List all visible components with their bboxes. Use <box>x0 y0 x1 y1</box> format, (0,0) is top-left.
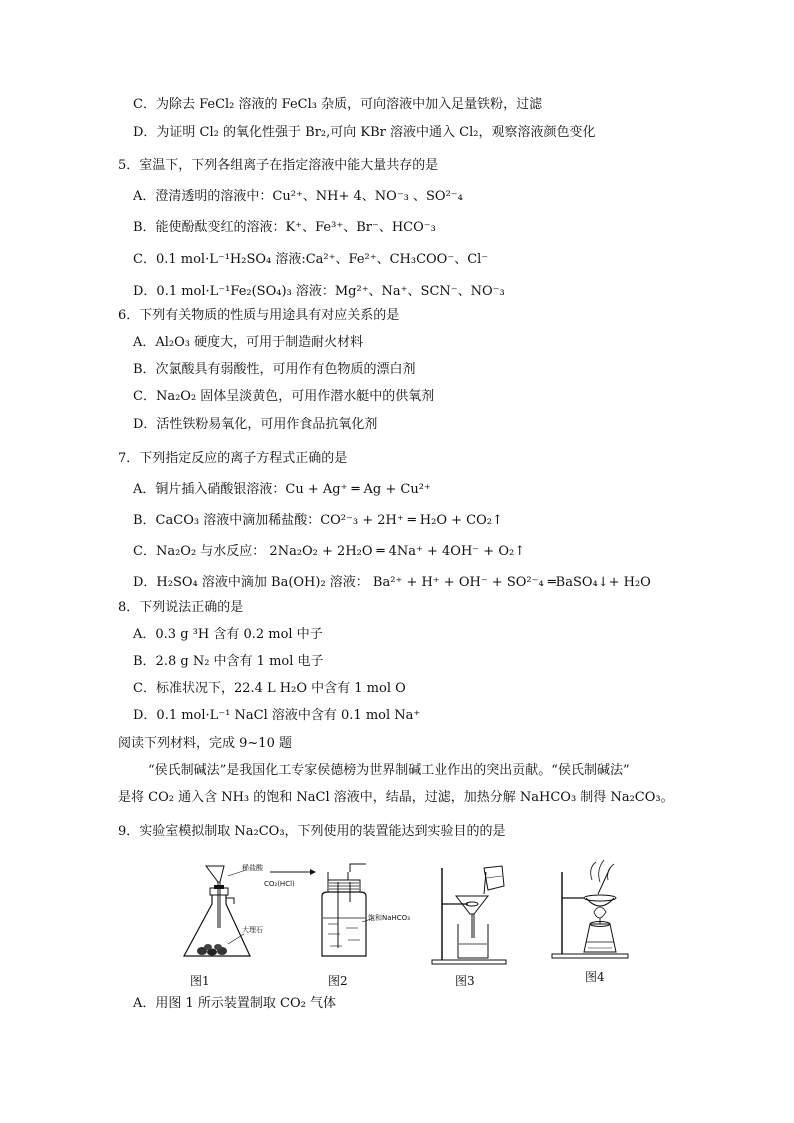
q7-option-c: C．Na₂O₂ 与水反应： 2Na₂O₂ + 2H₂O ═ 4Na⁺ + 4OH⁻ + O₂↑ <box>133 544 526 559</box>
figure-4-caption: 图4 <box>585 970 605 984</box>
q5-option-a: A．澄清透明的溶液中：Cu²⁺、NH+ 4、NO⁻₃ 、SO²⁻₄ <box>133 189 463 204</box>
q9-figures <box>150 858 670 988</box>
q5-stem: 5．室温下，下列各组离子在指定溶液中能大量共存的是 <box>118 158 439 173</box>
q5-option-d: D．0.1 mol·L⁻¹Fe₂(SO₄)₃ 溶液：Mg²⁺、Na⁺、SCN⁻、NO⁻₃ <box>133 284 505 299</box>
fig2-gas-label: CO₂(HCl) <box>264 880 295 888</box>
q8-option-c: C．标准状况下，22.4 L H₂O 中含有 1 mol O <box>133 681 406 696</box>
reading-instruction: 阅读下列材料，完成 9~10 题 <box>118 736 292 751</box>
q7-stem: 7．下列指定反应的离子方程式正确的是 <box>118 451 348 466</box>
reading-paragraph-line-2: 是将 CO₂ 通入含 NH₃ 的饱和 NaCl 溶液中，结晶，过滤，加热分解 NaHCO₃ 制得 Na₂CO₃。 <box>118 790 674 805</box>
reading-paragraph-line-1: “侯氏制碱法”是我国化工专家侯德榜为世界制碱工业作出的突出贡献。“侯氏制碱法” <box>148 763 630 778</box>
q6-option-b: B．次氯酸具有弱酸性，可用作有色物质的漂白剂 <box>133 362 416 377</box>
fig1-acid-label: 稀盐酸 <box>242 864 263 872</box>
q7-option-a: A．铜片插入硝酸银溶液：Cu + Ag⁺ ═ Ag + Cu²⁺ <box>133 482 431 497</box>
fig1-solid-label: 大理石 <box>242 926 263 934</box>
q7-option-d: D．H₂SO₄ 溶液中滴加 Ba(OH)₂ 溶液： Ba²⁺ + H⁺ + OH⁻ + SO²⁻₄ ═BaSO₄↓+ H₂O <box>133 575 651 590</box>
fig2-solution-label: 饱和NaHCO₃ <box>368 914 410 922</box>
q7-option-b: B．CaCO₃ 溶液中滴加稀盐酸：CO²⁻₃ + 2H⁺ ═ H₂O + CO₂↑ <box>133 513 503 528</box>
q8-option-a: A．0.3 g ³H 含有 0.2 mol 中子 <box>133 627 323 642</box>
figure-1-caption: 图1 <box>190 974 210 988</box>
q6-stem: 6．下列有关物质的性质与用途具有对应关系的是 <box>118 308 400 323</box>
figure-2-caption: 图2 <box>328 974 348 988</box>
figure-2-apparatus <box>262 858 412 968</box>
q4-option-d: D．为证明 Cl₂ 的氧化性强于 Br₂,可向 KBr 溶液中通入 Cl₂，观察溶液颜色变化 <box>133 125 596 140</box>
q5-option-c: C．0.1 mol·L⁻¹H₂SO₄ 溶液:Ca²⁺、Fe²⁺、CH₃COO⁻、Cl⁻ <box>133 252 489 267</box>
q6-option-d: D．活性铁粉易氧化，可用作食品抗氧化剂 <box>133 417 378 432</box>
figure-3-caption: 图3 <box>455 974 475 988</box>
q8-option-d: D．0.1 mol·L⁻¹ NaCl 溶液中含有 0.1 mol Na⁺ <box>133 708 421 723</box>
q4-option-c: C．为除去 FeCl₂ 溶液的 FeCl₃ 杂质，可向溶液中加入足量铁粉，过滤 <box>133 97 543 112</box>
q8-option-b: B．2.8 g N₂ 中含有 1 mol 电子 <box>133 654 324 669</box>
q9-option-a: A．用图 1 所示装置制取 CO₂ 气体 <box>133 996 337 1011</box>
q9-stem: 9．实验室模拟制取 Na₂CO₃，下列使用的装置能达到实验目的的是 <box>118 824 506 839</box>
q5-option-b: B．能使酚酞变红的溶液：K⁺、Fe³⁺、Br⁻、HCO⁻₃ <box>133 220 436 235</box>
figure-4-apparatus <box>548 858 648 968</box>
q8-stem: 8．下列说法正确的是 <box>118 600 244 615</box>
q6-option-a: A．Al₂O₃ 硬度大，可用于制造耐火材料 <box>133 335 364 350</box>
q6-option-c: C．Na₂O₂ 固体呈淡黄色，可用作潜水艇中的供氧剂 <box>133 389 435 404</box>
figure-3-apparatus <box>428 858 528 968</box>
